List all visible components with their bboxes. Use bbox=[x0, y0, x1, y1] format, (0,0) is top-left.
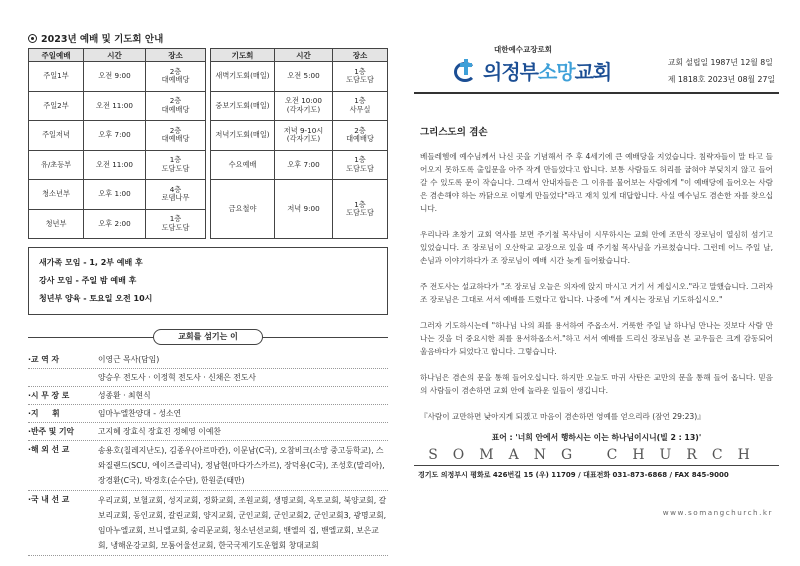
worship-time: 오전 11:00 bbox=[84, 150, 146, 180]
sermon-paragraph: 하나님은 겸손의 문을 통해 들어오십니다. 하지만 오늘도 마귀 사탄은 교만의 문을 통해 들어 옵니다. 믿음의 사람들이 겸손하면 교회 안에 놀라운 일들이 생깁니다. bbox=[420, 373, 773, 395]
prayer-header-name: 기도회 bbox=[211, 49, 275, 62]
worship-name: 청소년부 bbox=[29, 180, 84, 210]
worship-place: 1층 도담도담 bbox=[146, 150, 206, 180]
worship-row bbox=[29, 150, 206, 180]
meeting-item: 새가족 모임 - 1, 2부 예배 후 bbox=[39, 258, 143, 267]
staff-heading: 교회를 섬기는 이 bbox=[153, 329, 263, 345]
worship-name: 주일2부 bbox=[29, 91, 84, 121]
worship-name: 유/초등부 bbox=[29, 150, 84, 180]
staff-row bbox=[28, 491, 388, 556]
prayer-row bbox=[211, 91, 388, 121]
worship-name: 주일저녁 bbox=[29, 121, 84, 151]
prayer-header-time: 시간 bbox=[275, 49, 333, 62]
sermon-body bbox=[420, 150, 773, 423]
staff-value: 우리교회, 보혈교회, 성지교회, 정화교회, 조원교회, 생명교회, 옥토교회, 북양교회, 갈보리교회, 동인교회, 갈린교회, 양지교회, 군인교회, 군인교회2, 군인교회3, 광명교회, 임마누엘교회, 브니엘교회, 숭리문교회, 청소년선교회, 밴엘의 집, 밴엘교회, 보은교회, 냉해운강교회, 모툼어울선교회, 한국국제기도운협회 창대교회 bbox=[98, 496, 387, 550]
staff-label: ·국 내 선 교 bbox=[28, 495, 70, 504]
prayer-name: 새벽기도회(매일) bbox=[211, 62, 275, 92]
staff-label: ·반주 및 기악 bbox=[28, 427, 75, 436]
staff-label: ·교 역 자 bbox=[28, 355, 59, 364]
worship-row bbox=[29, 62, 206, 92]
worship-name: 청년부 bbox=[29, 209, 84, 239]
worship-header-time: 시간 bbox=[84, 49, 146, 62]
prayer-row bbox=[211, 150, 388, 180]
worship-row bbox=[29, 209, 206, 239]
prayer-row bbox=[211, 62, 388, 92]
prayer-place: 2층 대예배당 bbox=[333, 121, 388, 151]
prayer-name: 저녁기도회(매일) bbox=[211, 121, 275, 151]
worship-time: 오전 11:00 bbox=[84, 91, 146, 121]
staff-value: 이영근 목사(담임) bbox=[98, 355, 160, 364]
prayer-row bbox=[211, 180, 388, 239]
prayer-time: 오전 5:00 bbox=[275, 62, 333, 92]
prayer-table bbox=[210, 48, 388, 239]
denomination: 대한예수교장로회 bbox=[494, 45, 552, 54]
worship-row bbox=[29, 180, 206, 210]
staff-label bbox=[28, 369, 98, 386]
prayer-row bbox=[211, 121, 388, 151]
sermon-paragraph: 주 전도사는 설교하다가 "조 장로님 오늘은 의자에 앉지 마시고 거기 서 계십시오."라고 말했습니다. 그러자 조 장로님은 그대로 서서 예배를 드렸다고 합니다. 나중에 "서 계시는 장로님 기도하십시오." bbox=[420, 282, 773, 304]
schedule-tables bbox=[28, 48, 388, 239]
right-column bbox=[414, 30, 779, 517]
worship-row bbox=[29, 91, 206, 121]
sermon-paragraph: 우리나라 초창기 교회 역사를 보면 주기철 목사님이 시무하시는 교회 안에 조만식 장로님이 열심히 섬기고 있었습니다. 조 장로님이 오산학교 교장으로 있을 때 주기철 목사님을 가르쳤습니다. 그런데 어느 주일 날, 손님과 이야기하다가 조 장로님이 예배 시간 늦게 들어왔습니다. bbox=[420, 230, 773, 265]
staff-value: 임마누엘찬양대 - 성소연 bbox=[98, 409, 182, 418]
worship-table bbox=[28, 48, 206, 239]
church-name: 의정부소망교회 bbox=[483, 60, 612, 84]
staff-label: ·시 무 장 로 bbox=[28, 391, 70, 400]
meeting-item: 청년부 양육 - 토요일 오전 10시 bbox=[39, 294, 153, 303]
prayer-place: 1층 도담도담 bbox=[333, 180, 388, 239]
worship-header-name: 주일예배 bbox=[29, 49, 84, 62]
staff-row bbox=[28, 441, 388, 491]
sermon-title: 그리스도의 겸손 bbox=[420, 127, 488, 138]
prayer-place: 1층 도담도담 bbox=[333, 62, 388, 92]
staff-value: 양승우 전도사 · 이정혁 전도사 · 신채은 전도사 bbox=[98, 373, 256, 382]
church-logo-icon bbox=[454, 59, 480, 83]
prayer-time: 저녁 9:00 bbox=[275, 180, 333, 239]
staff-row bbox=[28, 387, 388, 405]
staff-row bbox=[28, 405, 388, 423]
worship-row bbox=[29, 121, 206, 151]
prayer-time: 오전 10:00 (각자기도) bbox=[275, 91, 333, 121]
church-motto: 표어 : '너희 안에서 행하시는 이는 하나님이시니(빌 2 : 13)' bbox=[491, 433, 702, 442]
prayer-name: 중보기도회(매일) bbox=[211, 91, 275, 121]
staff-row bbox=[28, 351, 388, 369]
meeting-item: 강사 모임 - 주일 밤 예배 후 bbox=[39, 276, 137, 285]
header-rule bbox=[414, 92, 779, 94]
schedule-title-text: 2023년 예배 및 기도회 안내 bbox=[41, 34, 164, 45]
staff-row bbox=[28, 423, 388, 441]
worship-time: 오후 2:00 bbox=[84, 209, 146, 239]
staff-value: 송용호(칠레지난도), 김종우(아르마칸), 이문남(C국), 오참비크(소망 중고등학교), 스와질랜드(SCU, 에이즈클리닉), 정남현(마다가스카르), 장덕용(C국), 조성호(말리아), 장경환(C국), 박경호(순수단), 한원준(태만) bbox=[98, 446, 385, 485]
church-logo bbox=[454, 56, 611, 85]
church-address: 경기도 의정부시 평화로 426번길 15 (우) 11709 / 대표전화 031-873-6868 / FAX 845-9000 bbox=[414, 465, 779, 480]
sermon-paragraph: 그러자 기도하시는데 "하나님 나의 죄를 용서하여 주옵소서. 거룩한 주일 날 하나님 만나는 것보다 사람 만나는 것을 더 중요시한 죄를 용서하옵소서."하고 서서 예배를 드리신 장로님을 본 교우들은 크게 감동되어 울음바다가 되었다고 합니다. 그렇습니다. bbox=[420, 321, 773, 356]
sermon-paragraph: 베들레헴에 예수님께서 나신 곳을 기념해서 주 후 4세기에 큰 예배당을 지었습니다. 침략자들이 말 타고 들어오지 못하도록 출입문을 아주 작게 만들었다고 합니다. 보통 사람들도 허리를 굽혀야 부딪치지 않고 들어갈 수 있도록 문이 작습니다. 그래서 안내자들은 그 이유를 물어보는 사람에게 "이 예배당에 들어오는 사람은 겸손해야 하는 까닭으로 이렇게 만들었다"라고 재치 있게 대답합니다. 사실 예수님도 겸손한 자를 찾으십니다. bbox=[420, 152, 773, 213]
worship-header-place: 장소 bbox=[146, 49, 206, 62]
worship-place: 2층 대예배당 bbox=[146, 62, 206, 92]
worship-time: 오후 1:00 bbox=[84, 180, 146, 210]
meetings-box bbox=[28, 247, 388, 315]
masthead bbox=[414, 30, 779, 92]
worship-place: 2층 대예배당 bbox=[146, 121, 206, 151]
somang-church-wordmark: SOMANG CHURCH bbox=[428, 447, 765, 463]
staff-label: ·지 휘 bbox=[28, 409, 60, 418]
staff-label: ·해 외 선 교 bbox=[28, 445, 70, 454]
founded-date: 교회 설립일 1987년 12월 8일 bbox=[667, 58, 773, 67]
prayer-time: 오후 7:00 bbox=[275, 150, 333, 180]
schedule-title bbox=[28, 30, 388, 46]
church-website[interactable]: www.somangchurch.kr bbox=[662, 508, 773, 517]
prayer-place: 1층 사무실 bbox=[333, 91, 388, 121]
worship-time: 오전 9:00 bbox=[84, 62, 146, 92]
sermon-paragraph: 『사람이 교만하면 낮아지게 되겠고 마음이 겸손하면 영예를 얻으리라 (잠언 29:23)』 bbox=[420, 412, 705, 421]
issue-number: 제 1818호 2023년 08월 27일 bbox=[667, 75, 775, 84]
staff-value: 고지혜 장효식 장효진 정혜영 이예찬 bbox=[98, 427, 221, 436]
staff-value: 성종환 · 최현식 bbox=[98, 391, 151, 400]
staff-list bbox=[28, 351, 388, 556]
bullet-circle-icon bbox=[28, 34, 37, 43]
prayer-header-place: 장소 bbox=[333, 49, 388, 62]
prayer-name: 수요예배 bbox=[211, 150, 275, 180]
left-column bbox=[28, 30, 388, 556]
prayer-place: 1층 도담도담 bbox=[333, 150, 388, 180]
worship-place: 4층 로뎀나무 bbox=[146, 180, 206, 210]
prayer-time: 저녁 9-10시 (각자기도) bbox=[275, 121, 333, 151]
worship-place: 2층 대예배당 bbox=[146, 91, 206, 121]
prayer-name: 금요철야 bbox=[211, 180, 275, 239]
issue-info bbox=[668, 54, 775, 88]
worship-name: 주일1부 bbox=[29, 62, 84, 92]
worship-place: 1층 도담도담 bbox=[146, 209, 206, 239]
staff-row bbox=[28, 369, 388, 387]
worship-time: 오후 7:00 bbox=[84, 121, 146, 151]
